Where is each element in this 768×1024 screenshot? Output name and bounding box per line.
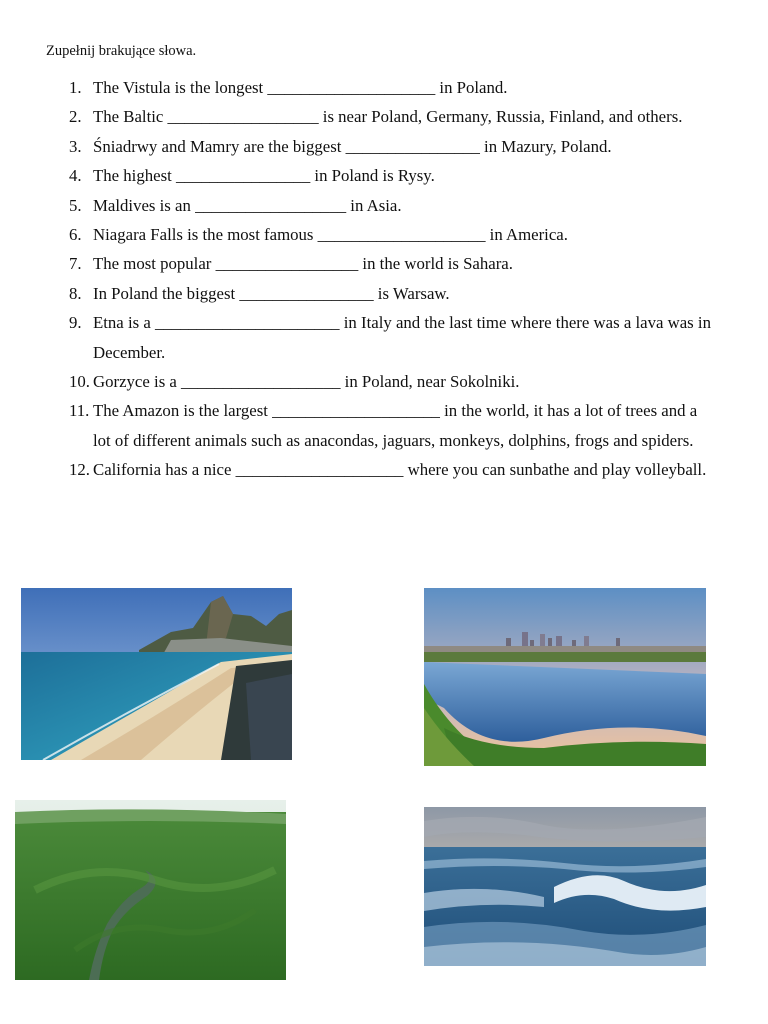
item-number: 11. bbox=[69, 401, 90, 421]
sea-waves-photo bbox=[424, 807, 706, 966]
item-number: 2. bbox=[69, 107, 82, 127]
item-text: In Poland the biggest ________________ is Warsaw. bbox=[93, 283, 450, 303]
item-text: Śniadrwy and Mamry are the biggest ________________ in Mazury, Poland. bbox=[93, 136, 612, 156]
exercise-item-1 bbox=[0, 73, 768, 102]
item-number: 1. bbox=[69, 78, 82, 97]
beach-photo bbox=[21, 588, 292, 760]
item-text: The Baltic __________________ is near Poland, Germany, Russia, Finland, and others. bbox=[93, 107, 683, 127]
exercise-item-4 bbox=[0, 161, 768, 190]
exercise-list bbox=[0, 73, 768, 485]
exercise-item-8 bbox=[0, 279, 768, 308]
exercise-item-12 bbox=[0, 455, 768, 484]
item-text: California has a nice ____________________ where you can sunbathe and play volleyball. bbox=[93, 460, 707, 480]
exercise-item-11 bbox=[0, 396, 768, 455]
exercise-item-3 bbox=[0, 132, 768, 161]
item-number: 6. bbox=[69, 225, 82, 245]
exercise-item-6 bbox=[0, 220, 768, 249]
item-number: 8. bbox=[69, 283, 82, 303]
item-text: Etna is a ______________________ in Italy and the last time where there was a lava was in December. bbox=[93, 313, 711, 362]
item-number: 4. bbox=[69, 166, 82, 186]
item-text: Niagara Falls is the most famous ____________________ in America. bbox=[93, 225, 568, 245]
river-city-photo bbox=[424, 588, 706, 766]
item-number: 5. bbox=[69, 195, 82, 215]
exercise-item-2 bbox=[0, 102, 768, 131]
item-text: The Vistula is the longest ____________________ in Poland. bbox=[93, 78, 508, 97]
exercise-item-5 bbox=[0, 191, 768, 220]
item-text: The highest ________________ in Poland is Rysy. bbox=[93, 166, 435, 186]
exercise-item-7 bbox=[0, 249, 768, 278]
item-number: 10. bbox=[69, 372, 90, 392]
exercise-item-9 bbox=[0, 308, 768, 367]
item-text: Gorzyce is a ___________________ in Poland, near Sokolniki. bbox=[93, 372, 520, 392]
item-number: 3. bbox=[69, 136, 82, 156]
exercise-item-10 bbox=[0, 367, 768, 396]
item-text: The most popular _________________ in the world is Sahara. bbox=[93, 254, 513, 274]
worksheet-instruction: Zupełnij brakujące słowa. bbox=[46, 43, 197, 59]
item-number: 9. bbox=[69, 313, 82, 333]
rainforest-photo bbox=[15, 800, 286, 980]
item-text: The Amazon is the largest ____________________ in the world, it has a lot of trees and a lot of different animals such as anacondas, jaguars, monkeys, dolphins, frogs and spiders. bbox=[93, 401, 698, 450]
item-number: 12. bbox=[69, 460, 90, 480]
item-text: Maldives is an __________________ in Asia. bbox=[93, 195, 402, 215]
item-number: 7. bbox=[69, 254, 82, 274]
